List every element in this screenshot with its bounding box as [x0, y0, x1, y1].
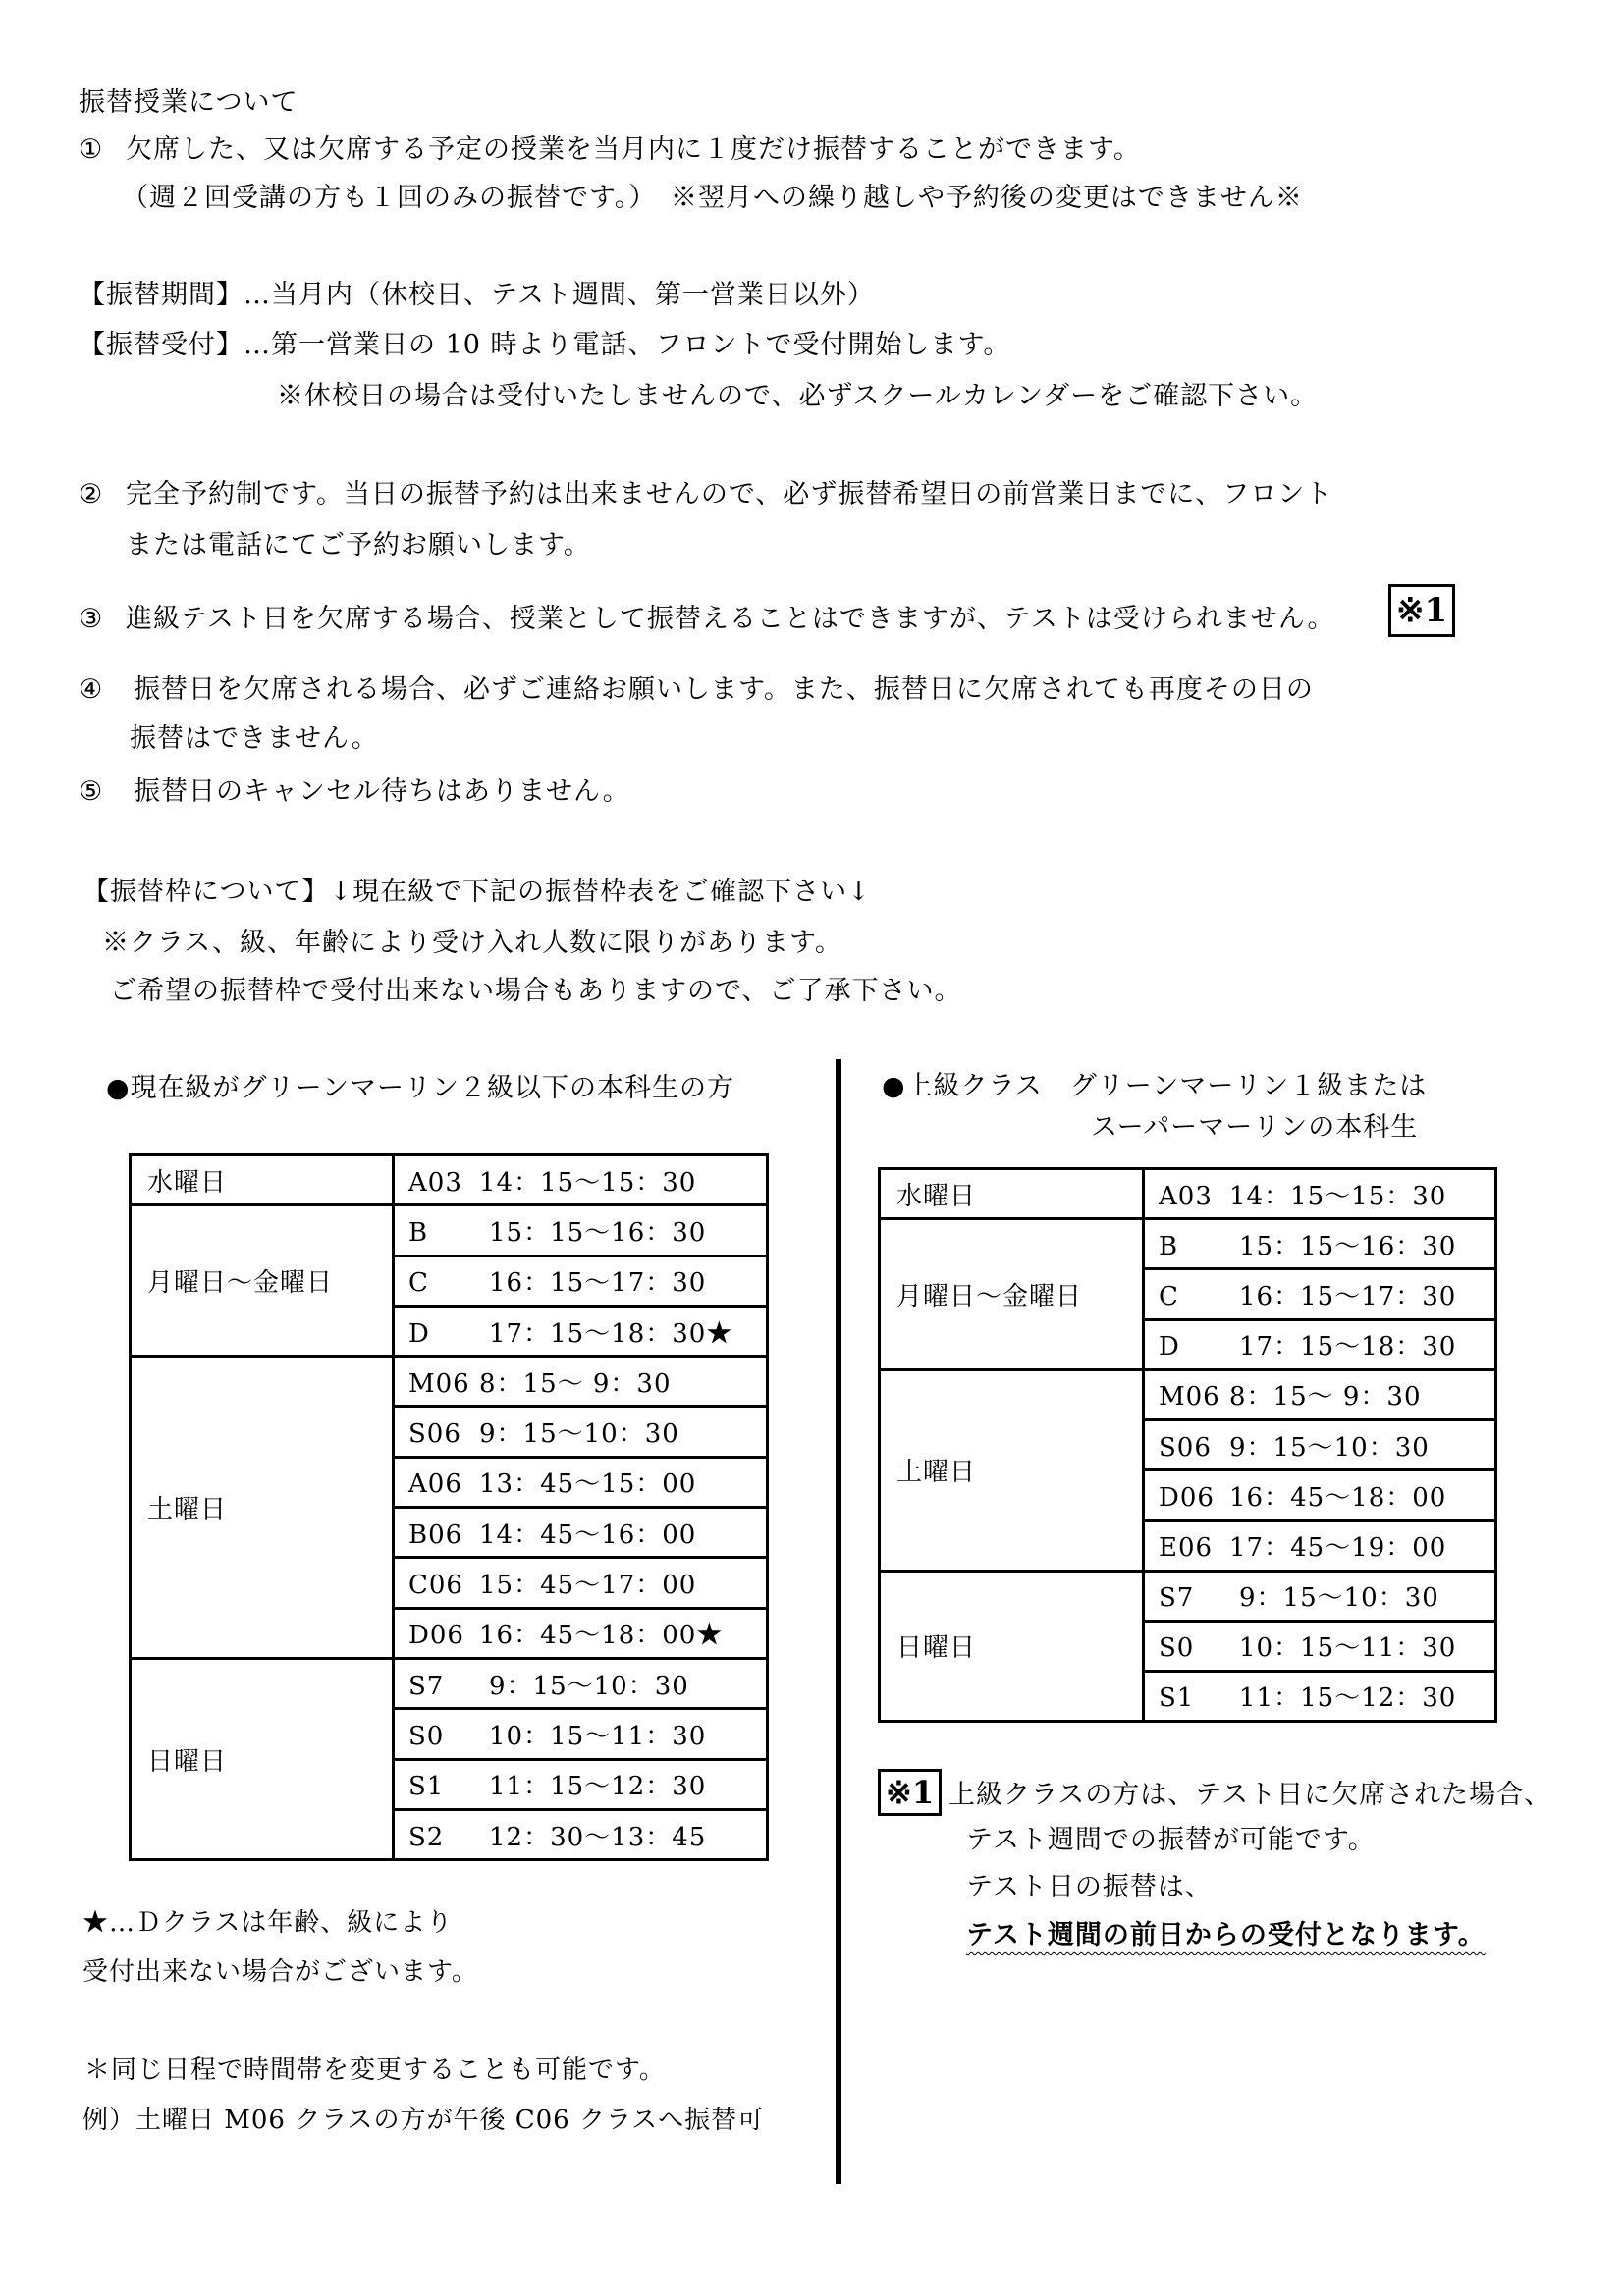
frames-note-1: ※クラス、級、年齢により受け入れ人数に限りがあります。	[102, 928, 842, 958]
frames-title: 【振替枠について】↓現在級で下記の振替枠表をご確認下さい↓	[82, 877, 871, 907]
day-cell: 水曜日	[131, 1155, 394, 1205]
time-slot-cell	[1144, 1319, 1496, 1369]
class-time: 12：30〜13：45	[489, 1822, 707, 1852]
class-code: S2	[408, 1822, 445, 1852]
time-slot-cell	[394, 1457, 768, 1507]
class-code: C	[408, 1268, 429, 1299]
right-section-title-1: ●上級クラス グリーンマーリン１級または	[882, 1071, 1428, 1101]
class-time: 14：15〜15：30	[479, 1167, 697, 1198]
day-cell: 日曜日	[880, 1571, 1144, 1722]
ref-note-marker: ※1	[878, 1769, 942, 1816]
class-code: A03	[1159, 1181, 1213, 1211]
rule-5-line-1: 振替日のキャンセル待ちはありません。	[134, 776, 630, 807]
time-slot-cell	[394, 1205, 768, 1255]
class-code: S0	[408, 1721, 445, 1751]
time-slot-cell	[1144, 1621, 1496, 1671]
rule-2-line-2: または電話にてご予約お願いします。	[126, 530, 591, 561]
time-slot-cell	[394, 1759, 768, 1809]
reception-label: 【振替受付】	[79, 330, 244, 360]
ref-note-badge	[878, 1769, 942, 1816]
class-time: 10：15〜11：30	[1239, 1633, 1457, 1664]
rule-4-line-1: 振替日を欠席される場合、必ずご連絡お願いします。また、振替日に欠席されても再度その日の	[134, 674, 1314, 705]
rule-3-ref-badge	[1388, 584, 1455, 637]
frames-note-2: ご希望の振替枠で受付出来ない場合もありますので、ご了承下さい。	[110, 976, 962, 1006]
schedule-row	[131, 1205, 768, 1255]
time-slot-cell	[394, 1558, 768, 1608]
rule-4-number: ④	[79, 674, 104, 705]
class-code: S7	[1159, 1583, 1195, 1614]
class-time: 8：15〜 9：30	[1229, 1382, 1422, 1413]
time-slot-cell	[1144, 1521, 1496, 1571]
schedule-row	[131, 1155, 768, 1205]
ref-note-line-2: テスト週間での振替が可能です。	[966, 1825, 1376, 1855]
day-cell: 土曜日	[131, 1357, 394, 1659]
class-time: 9：15〜10：30	[479, 1419, 679, 1450]
day-cell: 水曜日	[880, 1169, 1144, 1219]
class-code: S7	[408, 1671, 445, 1701]
ref-note-emphasis: テスト週間の前日からの受付となります。	[966, 1920, 1486, 1950]
time-slot-cell	[1144, 1369, 1496, 1419]
day-cell: 月曜日〜金曜日	[131, 1205, 394, 1357]
left-section-title: ●現在級がグリーンマーリン２級以下の本科生の方	[106, 1073, 735, 1103]
time-slot-cell	[394, 1407, 768, 1457]
class-time: 13：45〜15：00	[479, 1469, 697, 1500]
class-time: 17：15〜18：30	[489, 1318, 707, 1349]
class-code: S1	[408, 1772, 445, 1802]
schedule-row	[880, 1571, 1496, 1621]
class-time: 9：15〜10：30	[489, 1671, 689, 1701]
right-section-title-2: スーパーマーリンの本科生	[1091, 1112, 1419, 1143]
class-time: 9：15〜10：30	[1229, 1432, 1430, 1463]
class-code: A03	[408, 1167, 462, 1198]
class-time: 14：45〜16：00	[479, 1520, 697, 1550]
schedule-row	[131, 1658, 768, 1708]
time-slot-cell	[1144, 1571, 1496, 1621]
time-slot-cell	[1144, 1219, 1496, 1269]
class-code: B	[1159, 1231, 1179, 1261]
time-slot-cell	[394, 1155, 768, 1205]
day-cell: 日曜日	[131, 1658, 394, 1859]
class-time: 15：45〜17：00	[479, 1571, 697, 1601]
time-slot-cell	[394, 1709, 768, 1759]
reception-text: …第一営業日の 10 時より電話、フロントで受付開始します。	[244, 330, 1011, 360]
class-time: 16：45〜18：00	[1229, 1482, 1447, 1513]
class-time: 16：15〜17：30	[489, 1268, 707, 1299]
reception-row	[79, 329, 1010, 362]
time-slot-cell	[1144, 1169, 1496, 1219]
class-time: 8：15〜 9：30	[479, 1368, 672, 1399]
page-heading: 振替授業について	[79, 87, 298, 118]
class-code: S06	[1159, 1432, 1212, 1463]
reception-note: ※休校日の場合は受付いたしませんので、必ずスクールカレンダーをご確認下さい。	[277, 381, 1319, 411]
class-time: 17：15〜18：30	[1239, 1332, 1457, 1362]
class-code: B06	[408, 1520, 463, 1550]
column-divider	[836, 1059, 841, 2184]
time-slot-cell	[394, 1357, 768, 1407]
class-code: D	[1159, 1332, 1180, 1362]
change-note: ＊同じ日程で時間帯を変更することも可能です。	[84, 2056, 666, 2085]
class-code: E06	[1159, 1532, 1214, 1563]
ref-marker: ※1	[1388, 584, 1455, 637]
schedule-row	[880, 1169, 1496, 1219]
class-time: 15：15〜16：30	[1239, 1231, 1457, 1261]
time-slot-cell	[1144, 1269, 1496, 1319]
star-note-2: 受付出来ない場合がございます。	[82, 1957, 478, 1987]
class-code: S0	[1159, 1633, 1195, 1664]
class-code: C06	[408, 1571, 463, 1601]
right-schedule-table	[878, 1167, 1497, 1723]
rule-2-number: ②	[79, 479, 104, 509]
rule-1-line-2: （週２回受講の方も１回のみの振替です。） ※翌月への繰り越しや予約後の変更はできません※	[122, 183, 1303, 213]
time-slot-cell	[394, 1658, 768, 1708]
rule-1-line-1: 欠席した、又は欠席する予定の授業を当月内に１度だけ振替することができます。	[126, 134, 1141, 165]
time-slot-cell	[394, 1508, 768, 1558]
time-slot-cell	[394, 1809, 768, 1859]
class-code: S06	[408, 1419, 461, 1450]
class-code: M06	[408, 1368, 470, 1399]
class-code: D06	[408, 1621, 464, 1651]
schedule-row	[131, 1357, 768, 1407]
time-slot-cell	[1144, 1671, 1496, 1721]
time-slot-cell	[1144, 1419, 1496, 1469]
class-code: B	[408, 1217, 429, 1248]
class-code: M06	[1159, 1382, 1220, 1413]
rule-1-number: ①	[79, 134, 104, 165]
time-slot-cell	[394, 1306, 768, 1356]
rule-3-line-1: 進級テスト日を欠席する場合、授業として振替えることはできますが、テストは受けられません。	[126, 604, 1335, 634]
star-icon: ★	[706, 1318, 733, 1349]
ref-note-line-3: テスト日の振替は、	[966, 1872, 1213, 1902]
time-slot-cell	[394, 1608, 768, 1658]
class-time: 10：15〜11：30	[489, 1721, 707, 1751]
period-label: 【振替期間】	[79, 280, 244, 310]
rule-4-line-2: 振替はできません。	[130, 723, 379, 754]
rule-5-number: ⑤	[79, 776, 104, 807]
change-example: 例）土曜日 M06 クラスの方が午後 C06 クラスへ振替可	[82, 2106, 765, 2135]
class-code: S1	[1159, 1683, 1195, 1714]
class-time: 16：45〜18：00	[479, 1621, 697, 1651]
period-row	[79, 279, 875, 312]
star-note-1: ★…Ｄクラスは年齢、級により	[82, 1908, 454, 1938]
class-code: C	[1159, 1281, 1179, 1311]
class-time: 17：45〜19：00	[1229, 1532, 1447, 1563]
ref-note-line-1: 上級クラスの方は、テスト日に欠席された場合、	[948, 1780, 1552, 1810]
class-time: 15：15〜16：30	[489, 1217, 707, 1248]
class-time: 11：15〜12：30	[489, 1772, 707, 1802]
class-time: 16：15〜17：30	[1239, 1281, 1457, 1311]
schedule-row	[880, 1369, 1496, 1419]
time-slot-cell	[1144, 1470, 1496, 1521]
left-schedule-table	[129, 1153, 769, 1861]
rule-3-number: ③	[79, 604, 104, 634]
class-code: A06	[408, 1469, 462, 1500]
rule-2-line-1: 完全予約制です。当日の振替予約は出来ませんので、必ず振替希望日の前営業日までに、フロント	[126, 479, 1333, 509]
class-code: D	[408, 1318, 430, 1349]
time-slot-cell	[394, 1255, 768, 1306]
period-text: …当月内（休校日、テスト週間、第一営業日以外）	[244, 280, 875, 310]
class-time: 9：15〜10：30	[1239, 1583, 1439, 1614]
star-icon: ★	[696, 1621, 724, 1651]
schedule-row	[880, 1219, 1496, 1269]
day-cell: 土曜日	[880, 1369, 1144, 1571]
class-code: D06	[1159, 1482, 1215, 1513]
class-time: 14：15〜15：30	[1229, 1181, 1447, 1211]
class-time: 11：15〜12：30	[1239, 1683, 1457, 1714]
day-cell: 月曜日〜金曜日	[880, 1219, 1144, 1370]
ref-note-line-4	[966, 1919, 1486, 1952]
